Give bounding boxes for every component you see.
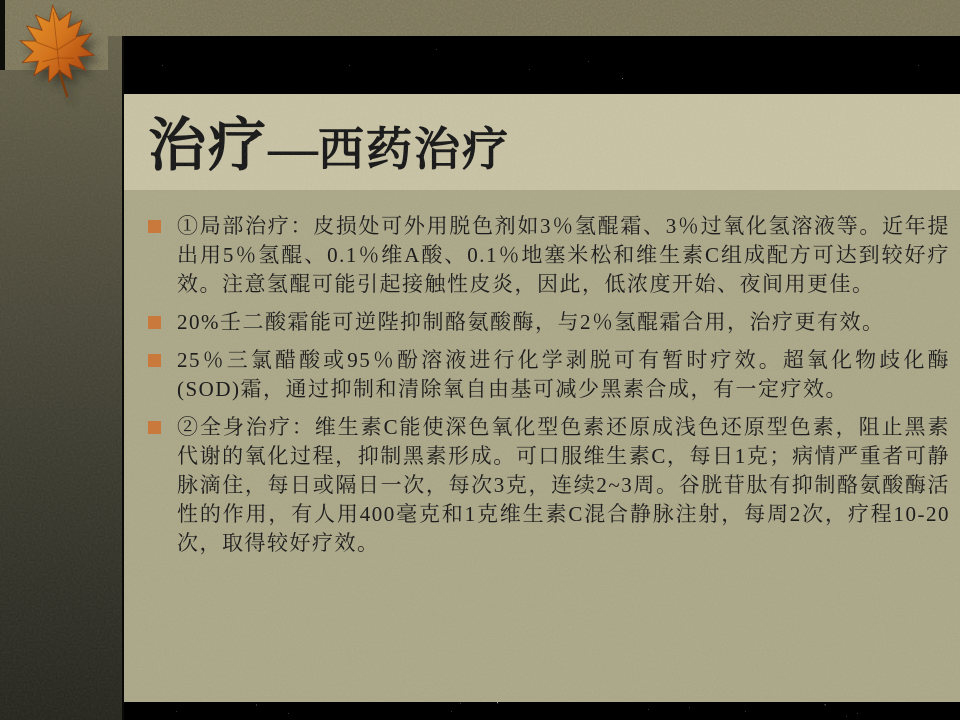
content-panel xyxy=(122,36,960,720)
title-main-text: 治疗 xyxy=(148,113,269,178)
bullet-list xyxy=(124,212,960,558)
static-noise-band-bottom xyxy=(124,702,960,720)
list-item xyxy=(148,308,950,337)
title-area xyxy=(124,94,960,190)
orange-square-bullet-icon xyxy=(148,220,161,233)
static-noise-band-top xyxy=(124,36,960,94)
bullet-text: ②全身治疗：维生素C能使深色氧化型色素还原成浅色还原型色素，阻止黑素代谢的氧化过程，抑制黑素形成。可口服维生素C，每日1克；病情严重者可静脉滴住，每日或隔日一次，每次3克，连续2~3周。谷胱苷肽有抑制酪氨酸酶活性的作用，有人用400毫克和1克维生素C混合静脉注射，每周2次，疗程10-20次，取得较好疗效。 xyxy=(177,415,950,555)
top-texture-strip xyxy=(0,0,960,36)
autumn-maple-leaf-icon xyxy=(7,2,107,102)
orange-square-bullet-icon xyxy=(148,354,161,367)
left-sidebar-column xyxy=(0,36,122,720)
orange-square-bullet-icon xyxy=(148,316,161,329)
list-item xyxy=(148,212,950,299)
bullet-text: ①局部治疗：皮损处可外用脱色剂如3％氢醌霜、3％过氧化氢溶液等。近年提出用5％氢醌、0.1％维A酸、0.1％地塞米松和维生素C组成配方可达到较好疗效。注意氢醌可能引起接触性皮炎，因此，低浓度开始、夜间用更佳。 xyxy=(177,214,950,296)
bullet-text: 25％三氯醋酸或95％酚溶液进行化学剥脱可有暂时疗效。超氧化物歧化酶(SOD)霜，通过抑制和清除氧自由基可减少黑素合成，有一定疗效。 xyxy=(177,348,950,401)
left-column-grain-texture xyxy=(0,36,122,720)
list-item xyxy=(148,413,950,558)
title-dash: — xyxy=(268,120,319,176)
list-item xyxy=(148,346,950,404)
leaf-photo xyxy=(5,0,108,70)
title-sub-text: 西药治疗 xyxy=(318,124,511,175)
top-strip-grain-texture xyxy=(0,0,960,36)
orange-square-bullet-icon xyxy=(148,421,161,434)
body-area xyxy=(124,190,960,702)
bullet-text: 20%壬二酸霜能可逆陛抑制酪氨酸酶，与2％氢醌霜合用，治疗更有效。 xyxy=(177,310,885,334)
page-title xyxy=(124,94,960,182)
